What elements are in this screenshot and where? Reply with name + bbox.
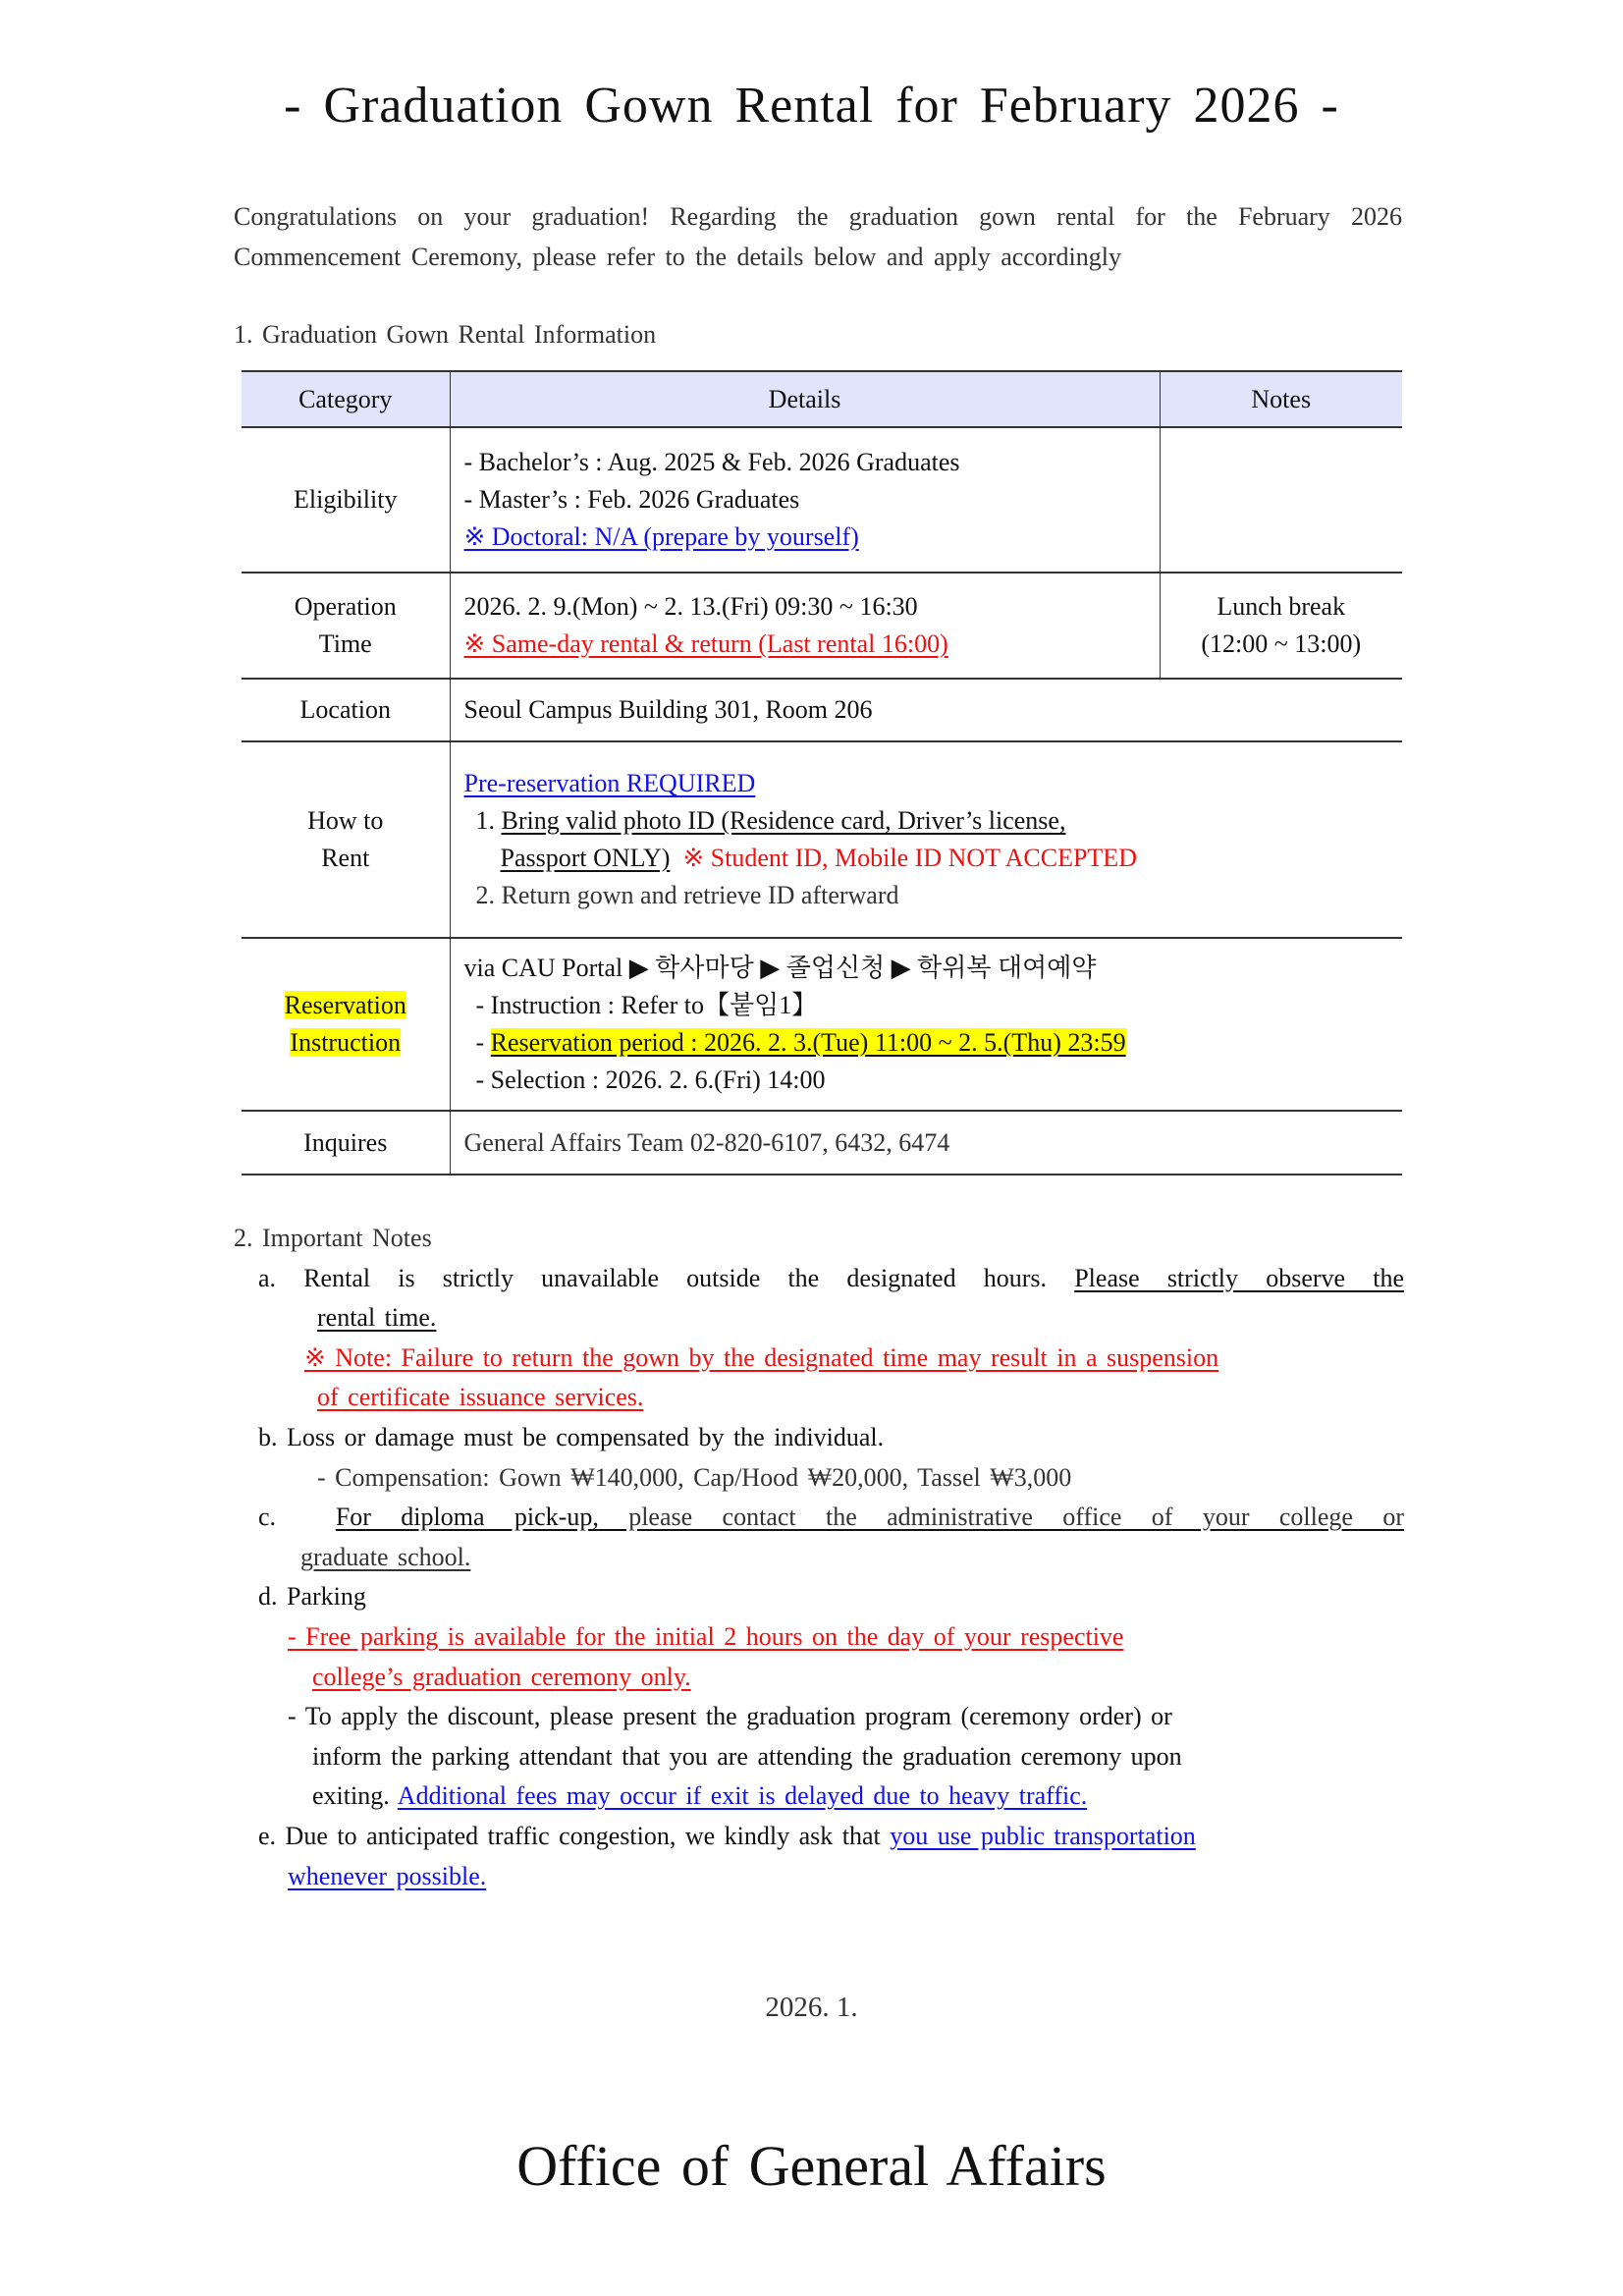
- note-text: exiting.: [312, 1781, 390, 1811]
- note-text: a. Rental is strictly unavailable outside the designated hours.: [258, 1263, 1048, 1292]
- note-emphasis: Please strictly observe the: [1074, 1263, 1404, 1292]
- warning-text: ※ Note: Failure to return the gown by the designated time may result in a suspension: [304, 1342, 1219, 1372]
- intro-paragraph: Congratulations on your graduation! Regarding the graduation gown rental for the February 2026 Commencement Ceremony, please refer to the details below and apply accordingly: [234, 202, 1402, 271]
- label-line: Time: [318, 629, 372, 658]
- note-emphasis: rental time.: [317, 1303, 437, 1333]
- page-title: - Graduation Gown Rental for February 2026 -: [284, 78, 1339, 134]
- note-line: Lunch break: [1217, 592, 1346, 621]
- label-line: Rent: [321, 844, 370, 872]
- reservation-period: Reservation period : 2026. 2. 3.(Tue) 11:00 ~ 2. 5.(Thu) 23:59: [490, 1028, 1126, 1057]
- note-text: graduate school.: [300, 1542, 471, 1571]
- detail-line: Pre-reservation REQUIRED: [463, 769, 756, 797]
- detail-line: 2026. 2. 9.(Mon) ~ 2. 13.(Fri) 09:30 ~ 16:30: [463, 592, 918, 621]
- detail-line: - Bachelor’s : Aug. 2025 & Feb. 2026 Graduates: [463, 448, 960, 476]
- label-line: Reservation: [284, 991, 406, 1019]
- eligibility-details: [450, 427, 1160, 573]
- warning-text: ※ Student ID, Mobile ID NOT ACCEPTED: [682, 844, 1137, 872]
- detail-line: - Selection : 2026. 2. 6.(Fri) 14:00: [475, 1066, 826, 1094]
- row-label: [242, 741, 450, 938]
- important-notes: [234, 1219, 1404, 1896]
- note-text: - To apply the discount, please present the graduation program (ceremony order) or: [288, 1702, 1172, 1731]
- list-letter: c.: [258, 1503, 277, 1532]
- detail-text: Passport ONLY): [500, 844, 671, 872]
- header-details: Details: [450, 371, 1160, 427]
- table-row: [242, 427, 1402, 573]
- document-date: 2026. 1.: [765, 1992, 858, 2023]
- table-row: [242, 573, 1402, 679]
- how-details: [450, 741, 1402, 938]
- note-emphasis: For diploma pick-up,: [335, 1503, 599, 1532]
- table-header: [242, 371, 1402, 427]
- note-line: (12:00 ~ 13:00): [1201, 629, 1362, 658]
- table-row: [242, 938, 1402, 1111]
- dash: -: [475, 1028, 491, 1057]
- label-line: How to: [307, 806, 384, 835]
- row-label: Eligibility: [242, 427, 450, 573]
- rental-info-table: [242, 370, 1402, 1175]
- location-value: Seoul Campus Building 301, Room 206: [450, 679, 1402, 741]
- row-label: Location: [242, 679, 450, 741]
- warning-text: - Free parking is available for the initial 2 hours on the day of your respective: [288, 1621, 1124, 1651]
- table-row: [242, 741, 1402, 938]
- detail-line: ※ Doctoral: N/A (prepare by yourself): [463, 522, 859, 551]
- warning-text: college’s graduation ceremony only.: [312, 1662, 691, 1691]
- note-text: please contact the administrative office of your college or: [598, 1503, 1404, 1532]
- header-category: Category: [242, 371, 450, 427]
- note-link-text: whenever possible.: [288, 1861, 487, 1890]
- detail-text: Bring valid photo ID (Residence card, Driver’s license,: [501, 806, 1066, 835]
- row-label: [242, 573, 450, 679]
- detail-line: ※ Same-day rental & return (Last rental 16:00): [463, 629, 948, 658]
- note-text: d. Parking: [258, 1582, 366, 1612]
- section-heading: 1. Graduation Gown Rental Information: [234, 320, 657, 349]
- note-text: e. Due to anticipated traffic congestion, we kindly ask that: [258, 1821, 881, 1850]
- table-row: [242, 679, 1402, 741]
- table-row: [242, 1111, 1402, 1175]
- detail-line: - Instruction : Refer to【붙임1】: [475, 991, 818, 1019]
- issuer-name: Office of General Affairs: [516, 2134, 1107, 2198]
- header-notes: Notes: [1160, 371, 1402, 427]
- warning-text: of certificate issuance services.: [317, 1383, 644, 1412]
- detail-line: 2. Return gown and retrieve ID afterward: [475, 881, 899, 909]
- detail-line: via CAU Portal ▶ 학사마당 ▶ 졸업신청 ▶ 학위복 대여예약: [463, 954, 1097, 982]
- note-text: inform the parking attendant that you are attending the graduation ceremony upon: [312, 1741, 1182, 1771]
- section-heading: 2. Important Notes: [234, 1224, 432, 1252]
- note-link-text: you use public transportation: [890, 1821, 1196, 1850]
- list-number: 1.: [475, 806, 502, 835]
- label-line: Operation: [294, 592, 397, 621]
- row-label: [242, 938, 450, 1111]
- notes-cell: [1160, 427, 1402, 573]
- note-text: b. Loss or damage must be compensated by the individual.: [258, 1422, 885, 1451]
- operation-details: [450, 573, 1160, 679]
- inquires-value: General Affairs Team 02-820-6107, 6432, 6474: [450, 1111, 1402, 1175]
- detail-line: - Master’s : Feb. 2026 Graduates: [463, 485, 800, 514]
- note-text: - Compensation: Gown ₩140,000, Cap/Hood ₩20,000, Tassel ₩3,000: [317, 1462, 1072, 1492]
- notes-cell: [1160, 573, 1402, 679]
- row-label: Inquires: [242, 1111, 450, 1175]
- reservation-details: [450, 938, 1402, 1111]
- note-link-text: Additional fees may occur if exit is delayed due to heavy traffic.: [397, 1781, 1088, 1811]
- label-line: Instruction: [290, 1028, 402, 1057]
